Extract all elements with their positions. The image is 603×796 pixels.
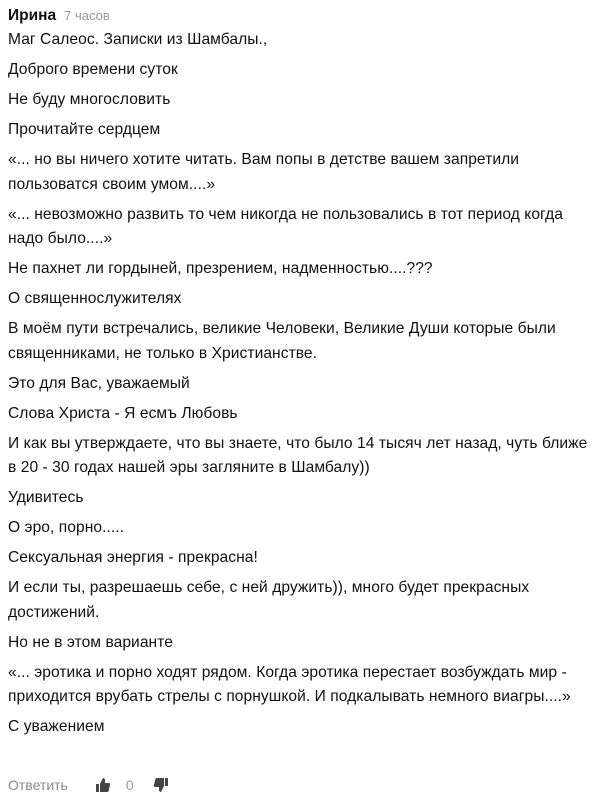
comment-paragraph: Но не в этом варианте (8, 633, 173, 651)
comment-paragraph: Прочитайте сердцем (8, 121, 161, 138)
reply-button[interactable]: Ответить (8, 777, 68, 793)
thumbs-up-icon[interactable] (94, 776, 112, 794)
thumbs-up-icon-svg (95, 777, 111, 793)
comment-body (8, 28, 594, 740)
thumbs-down-icon[interactable] (152, 776, 170, 794)
comment-time: 7 часов (64, 8, 110, 23)
rating-count: 0 (125, 777, 134, 793)
comment-paragraph: Удивитесь (8, 489, 84, 506)
comment-header (8, 0, 594, 28)
comment-paragraph: Слова Христа - Я есмъ Любовь (8, 404, 238, 422)
comment-paragraph: «... но вы ничего хотите читать. Вам попы в детстве вашем запретили пользоватся своим умом....» (8, 151, 519, 193)
comment-paragraph: Доброго времени суток (8, 61, 178, 78)
comment-paragraph: «... невозможно развить то чем никогда не пользовались в тот период когда надо было....» (8, 205, 563, 247)
comment-paragraph: С уважением (8, 718, 105, 735)
thumbs-down-icon-svg (153, 777, 169, 793)
comment-paragraph: В моём пути встречались, великие Человеки, Великие Души которые были священниками, не только в Христианстве. (8, 320, 556, 362)
comment-paragraph: О священнослужителях (8, 290, 182, 307)
comment-author[interactable]: Ирина (8, 7, 57, 24)
comment-actions (8, 774, 170, 796)
comment (8, 0, 594, 745)
comment-paragraph: И если ты, разрешаешь себе, с ней дружить)), много будет прекрасных достижений. (8, 579, 530, 621)
comment-paragraph: Не пахнет ли гордыней, презрением, надменностью....??? (8, 260, 433, 277)
comment-paragraph: И как вы утверждаете, что вы знаете, что было 14 тысяч лет назад, чуть ближе в 20 - 30 годах нашей эры загляните в Шамбалу)) (8, 434, 588, 476)
comment-paragraph: Это для Вас, уважаемый (8, 374, 190, 392)
comment-paragraph: «... эротика и порно ходят рядом. Когда эротика перестает возбуждать мир - приходится врубать стрелы с порнушкой. И подкалывать немного виагры....» (8, 663, 571, 705)
comment-paragraph: О эро, порно..... (8, 519, 125, 536)
comment-paragraph: Сексуальная энергия - прекрасна! (8, 549, 258, 566)
comment-paragraph: Маг Салеос. Записки из Шамбалы., (8, 31, 268, 48)
comment-paragraph: Не буду многословить (8, 91, 171, 108)
